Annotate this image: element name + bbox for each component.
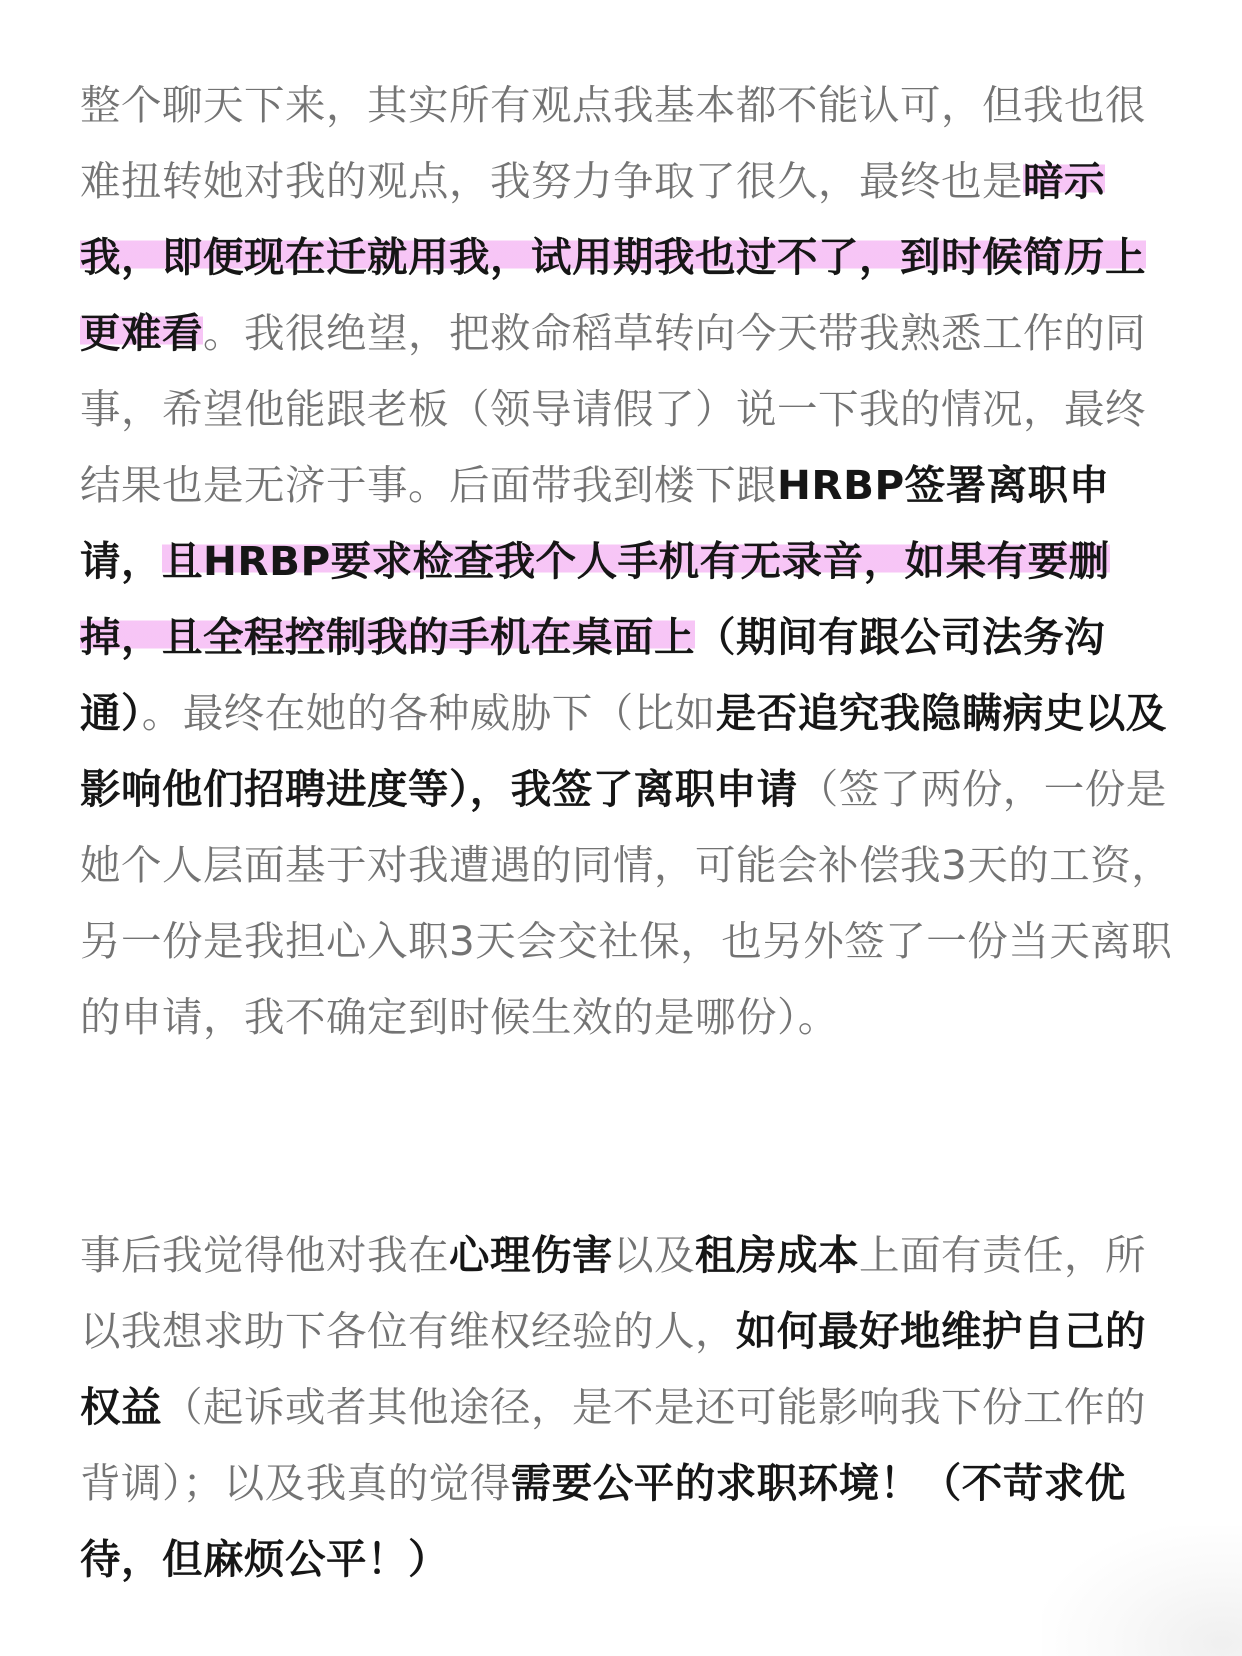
bold-text: 是否追究我隐瞒病史以及影响他们招聘进度等），我签了离职申请 [80, 689, 1167, 813]
bold-text: 租房成本 [695, 1231, 859, 1279]
text-segment: 上面有责任，所以我想求助下各位有维权经验的人， [80, 1231, 1146, 1355]
paragraph-1 [80, 67, 1180, 1055]
text-segment: 事后我觉得他对我在 [80, 1231, 449, 1279]
highlighted-text: 暗示我，即便现在迁就用我，试用期我也过不了，到时候简历上更难看 [80, 157, 1146, 357]
bold-text: 心理伤害 [449, 1231, 613, 1279]
bold-text: 如何最好地维护自己的权益 [80, 1307, 1146, 1431]
text-segment: 。我很绝望，把救命稻草转向今天带我熟悉工作的同事，希望他能跟老板（领导请假了）说一下我的情况，最终结果也是无济于事。后面带我到楼下跟 [80, 309, 1146, 509]
bold-text: 需要公平的求职环境！（不苛求优待，但麻烦公平！） [80, 1459, 1126, 1583]
text-segment: 。最终在她的各种威胁下（比如 [141, 689, 716, 737]
text-segment: 整个聊天下来，其实所有观点我基本都不能认可，但我也很难扭转她对我的观点，我努力争取了很久，最终也是 [80, 81, 1146, 205]
text-segment: （签了两份，一份是她个人层面基于对我遭遇的同情，可能会补偿我3天的工资，另一份是我担心入职3天会交社保，也另外签了一份当天离职的申请，我不确定到时候生效的是哪份）。 [80, 765, 1173, 1041]
bold-text: （期间有跟公司法务沟通） [80, 613, 1105, 737]
corner-shadow [1042, 1526, 1242, 1656]
text-segment: （起诉或者其他途径，是不是还可能影响我下份工作的背调）；以及我真的觉得 [80, 1383, 1146, 1507]
bold-text: HRBP签署离职申请， [80, 461, 1110, 585]
paragraph-2 [80, 1217, 1180, 1597]
text-segment: 以及 [613, 1231, 695, 1279]
highlighted-text: 且HRBP要求检查我个人手机有无录音，如果有要删掉，且全程控制我的手机在桌面上 [80, 537, 1110, 661]
